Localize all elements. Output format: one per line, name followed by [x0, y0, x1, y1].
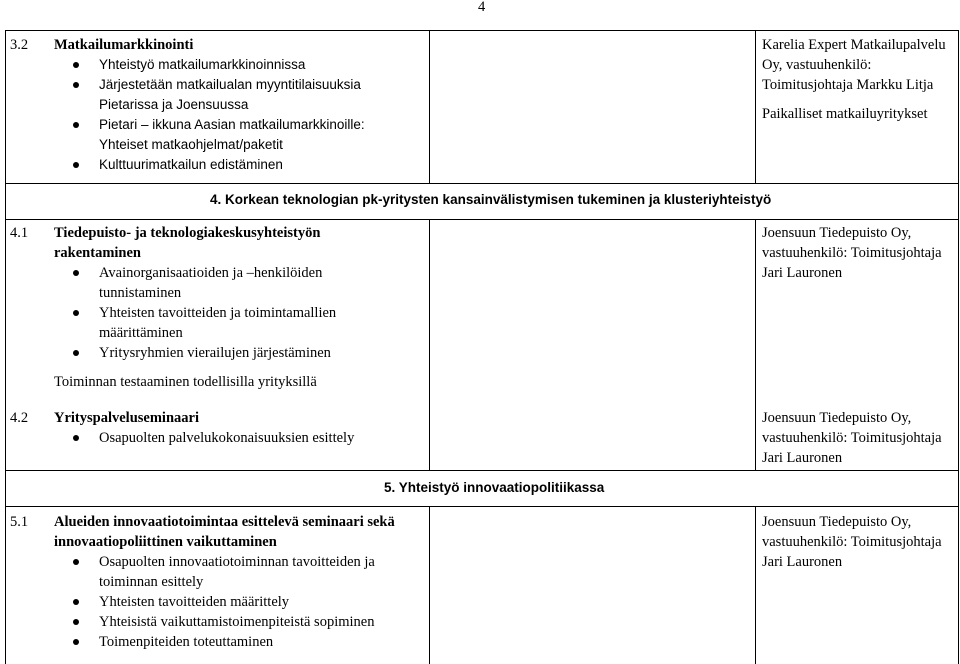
section-heading: 5. Yhteistyö innovaatiopolitiikassa: [384, 480, 605, 495]
table-border-row-4-2-bottom: [5, 470, 959, 471]
list-item: Avainorganisaatioiden ja –henkilöiden tunnistaminen: [69, 263, 424, 303]
responsible-party: Joensuun Tiedepuisto Oy, vastuuhenkilö: Toimitusjohtaja Jari Lauronen: [762, 225, 942, 281]
list-item: Osapuolten palvelukokonaisuuksien esittely: [69, 428, 424, 448]
row-3-2-content: [54, 35, 424, 175]
bullet-list: [69, 263, 424, 363]
table-border-left: [5, 30, 6, 664]
table-column-divider-2: [755, 506, 756, 664]
table-column-divider-1: [429, 506, 430, 664]
list-item: Yhteisten tavoitteiden ja toimintamallien määrittäminen: [69, 303, 424, 343]
table-border-section-4-bottom: [5, 219, 959, 220]
responsible-party: Joensuun Tiedepuisto Oy, vastuuhenkilö: Toimitusjohtaja Jari Lauronen: [762, 514, 942, 570]
row-number: 4.2: [10, 410, 29, 426]
row-5-1-content: [54, 512, 426, 652]
list-item: Yhteisten tavoitteiden määrittely: [69, 592, 426, 612]
list-item: Osapuolten innovaatiotoiminnan tavoitteiden ja toiminnan esittely: [69, 552, 426, 592]
list-item: Yhteisistä vaikuttamistoimenpiteistä sopiminen: [69, 612, 426, 632]
table-border-row-3-2-bottom: [5, 183, 959, 184]
list-item: Yhteistyö matkailumarkkinoinnissa: [69, 55, 424, 75]
list-item: Toimenpiteiden toteuttaminen: [69, 632, 426, 652]
row-4-1-content: [54, 223, 424, 363]
bullet-list: [69, 55, 424, 175]
row-number: 3.2: [10, 37, 29, 53]
page-number: 4: [478, 0, 486, 15]
list-item: Kulttuurimatkailun edistäminen: [69, 155, 424, 175]
table-column-divider-2: [755, 219, 756, 470]
row-4-2-content: [54, 408, 424, 448]
section-heading: 4. Korkean teknologian pk-yritysten kansainvälistymisen tukeminen ja klusteriyhteistyö: [210, 192, 772, 207]
row-title: Yrityspalveluseminaari: [54, 410, 199, 426]
table-column-divider-1: [429, 30, 430, 183]
bullet-list: [69, 428, 424, 448]
table-border-right: [958, 30, 959, 664]
responsible-party: Joensuun Tiedepuisto Oy, vastuuhenkilö: Toimitusjohtaja Jari Lauronen: [762, 410, 942, 466]
list-item: Pietari – ikkuna Aasian matkailumarkkinoille: Yhteiset matkaohjelmat/paketit: [69, 115, 424, 155]
bullet-list: [69, 552, 426, 652]
responsible-party: Karelia Expert Matkailupalvelu Oy, vastuuhenkilö: Toimitusjohtaja Markku Litja: [762, 37, 946, 93]
row-title: Alueiden innovaatiotoimintaa esittelevä seminaari sekä innovaatiopoliittinen vaikuttaminen: [54, 514, 395, 550]
row-number: 4.1: [10, 225, 29, 241]
row-title: Tiedepuisto- ja teknologiakeskusyhteistyön rakentaminen: [54, 225, 321, 261]
table-border-section-5-bottom: [5, 506, 959, 507]
list-item: Yritysryhmien vierailujen järjestäminen: [69, 343, 424, 363]
responsible-party-secondary: Paikalliset matkailuyritykset: [762, 106, 928, 122]
table-column-divider-1: [429, 219, 430, 470]
table-border-top: [5, 30, 959, 31]
list-item: Järjestetään matkailualan myyntitilaisuuksia Pietarissa ja Joensuussa: [69, 75, 424, 115]
row-footer-note: Toiminnan testaaminen todellisilla yrityksillä: [54, 374, 317, 390]
table-column-divider-2: [755, 30, 756, 183]
row-title: Matkailumarkkinointi: [54, 37, 194, 53]
row-number: 5.1: [10, 514, 29, 530]
